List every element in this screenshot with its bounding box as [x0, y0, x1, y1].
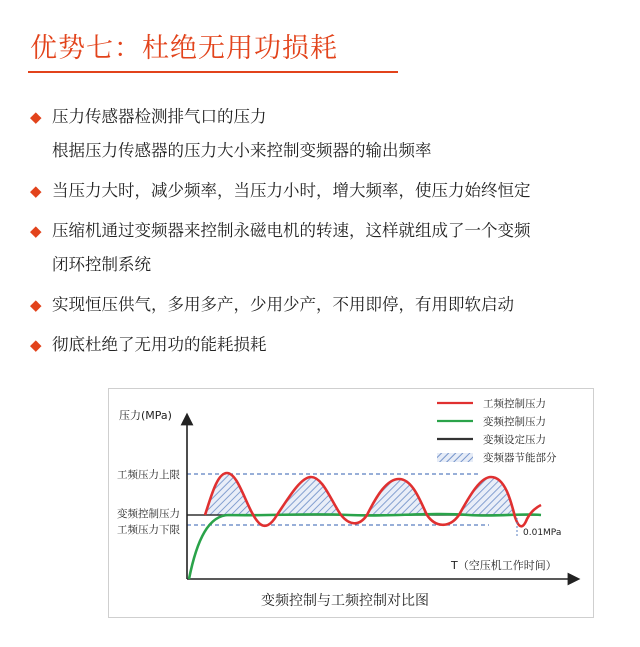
upper-limit-label: 工频压力上限: [117, 469, 180, 481]
y-axis-label: 压力(MPa): [119, 409, 172, 422]
bullet-text: 实现恒压供气，多用多产，少用少产，不用即停，有用即软启动: [52, 295, 514, 314]
bullet-text: 当压力大时，减少频率，当压力小时，增大频率，使压力始终恒定: [52, 181, 531, 200]
bullet-item: [30, 100, 630, 168]
comparison-diagram: [108, 388, 594, 618]
legend-label-set: 变频设定压力: [483, 434, 546, 446]
title-underline: [28, 71, 398, 73]
diagram-caption: 变频控制与工频控制对比图: [261, 593, 429, 609]
tolerance-label: 0.01MPa: [523, 528, 562, 538]
bullet-item: [30, 328, 630, 362]
legend-label-fixed: 工频控制压力: [483, 398, 546, 410]
diamond-bullet-icon: ◆: [30, 222, 42, 240]
bullet-text: 压力传感器检测排气口的压力: [52, 107, 267, 126]
bullet-text: 压缩机通过变频器来控制永磁电机的转速，这样就组成了一个变频: [52, 221, 531, 240]
legend-label-saving: 变频器节能部分: [483, 452, 557, 464]
bullet-item: [30, 214, 630, 282]
set-pressure-label: 变频控制压力: [117, 508, 180, 520]
diamond-bullet-icon: ◆: [30, 108, 42, 126]
diamond-bullet-icon: ◆: [30, 336, 42, 354]
bullet-text: 闭环控制系统: [52, 255, 151, 274]
bullet-text: 根据压力传感器的压力大小来控制变频器的输出频率: [52, 141, 432, 160]
bullet-item: [30, 288, 630, 322]
energy-saving-area: [277, 477, 341, 515]
diamond-bullet-icon: ◆: [30, 296, 42, 314]
legend-label-variable: 变频控制压力: [483, 416, 546, 428]
legend-swatch-saving: [437, 453, 473, 462]
energy-saving-area: [459, 477, 515, 515]
page-title: 优势七：杜绝无用功损耗: [30, 33, 338, 64]
diamond-bullet-icon: ◆: [30, 182, 42, 200]
bullet-list: [30, 100, 630, 362]
lower-limit-label: 工频压力下限: [117, 524, 180, 536]
x-axis-label: T（空压机工作时间）: [451, 559, 557, 572]
bullet-item: [30, 174, 630, 208]
bullet-text: 彻底杜绝了无用功的能耗损耗: [52, 335, 267, 354]
diagram-svg: [109, 389, 593, 617]
